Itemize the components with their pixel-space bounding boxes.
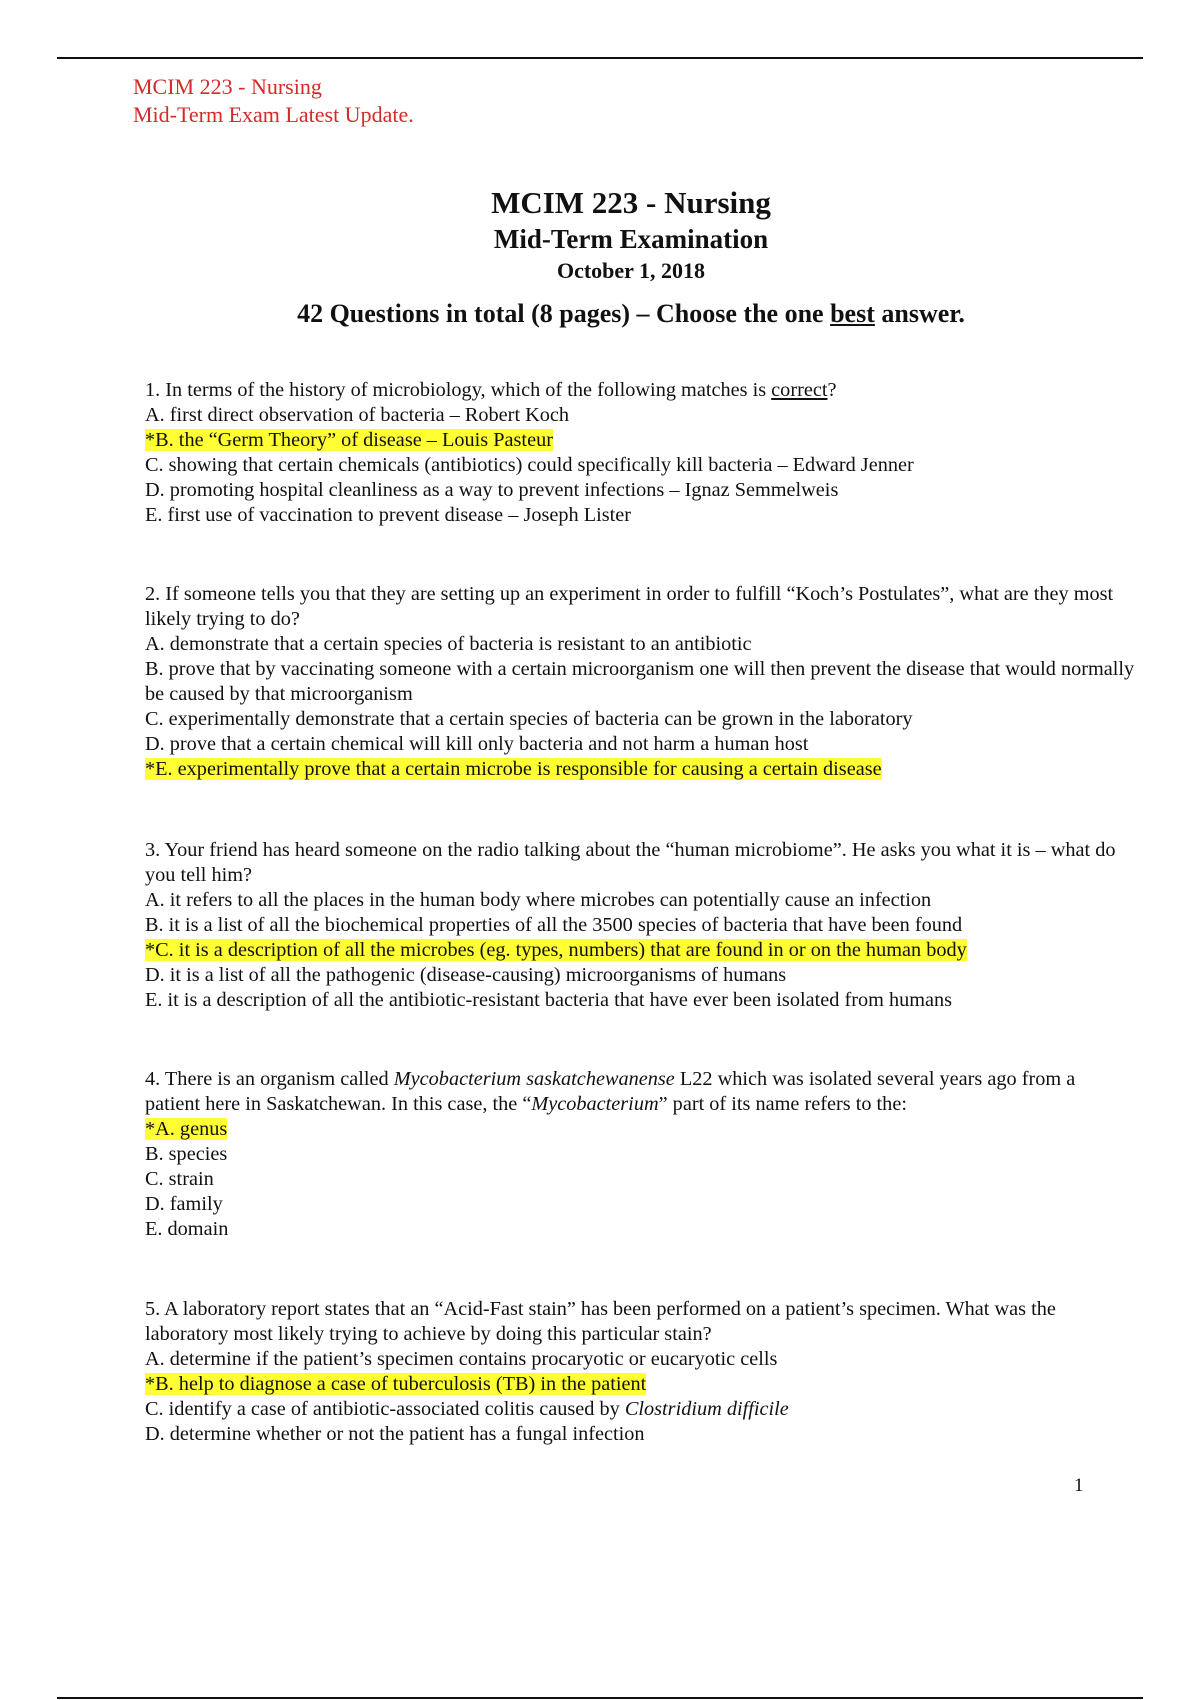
option	[145, 478, 1135, 503]
option-text-highlighted: *B. the “Germ Theory” of disease – Louis Pasteur	[145, 429, 553, 451]
option	[145, 707, 1135, 732]
question-stem: 5. A laboratory report states that an “Acid-Fast stain” has been performed on a patient’s specimen. What was the laboratory most likely trying to achieve by doing this particular stain?	[145, 1298, 1056, 1345]
exam-date: October 1, 2018	[556, 258, 706, 283]
option-text: D. determine whether or not the patient has a fungal infection	[145, 1423, 645, 1445]
option-text: C. strain	[145, 1168, 214, 1190]
option-text: D. it is a list of all the pathogenic (disease-causing) microorganisms of humans	[145, 964, 787, 986]
option	[145, 453, 1135, 478]
stem-text: 4. There is an organism called	[145, 1068, 394, 1090]
option	[145, 1142, 1135, 1167]
stem-text: 1. In terms of the history of microbiology, which of the following matches is	[145, 379, 772, 401]
option-text: D. prove that a certain chemical will kill only bacteria and not harm a human host	[145, 733, 809, 755]
stem-emphasis: correct	[771, 379, 828, 401]
option-text: C. identify a case of antibiotic-associated colitis caused by	[145, 1398, 625, 1420]
instructions-emphasis: best	[830, 299, 875, 328]
option-text-highlighted: *C. it is a description of all the microbes (eg. types, numbers) that are found in or on the human body	[145, 939, 967, 961]
question-stem: 3. Your friend has heard someone on the radio talking about the “human microbiome”. He asks you what it is – what do you tell him?	[145, 839, 1116, 886]
page-number: 1	[1074, 1475, 1084, 1496]
question-5	[145, 1297, 1135, 1447]
question-stem	[145, 1067, 1135, 1117]
option-correct	[145, 1372, 1135, 1397]
option	[145, 888, 1135, 913]
option-text: B. it is a list of all the biochemical properties of all the 3500 species of bacteria that have been found	[145, 914, 963, 936]
genus-name: Mycobacterium	[531, 1093, 659, 1115]
option-text-highlighted: *A. genus	[145, 1118, 228, 1140]
header-note-line2: Mid-Term Exam Latest Update.	[133, 102, 414, 127]
instructions-end: answer.	[874, 299, 965, 328]
option	[145, 1347, 1135, 1372]
option-correct	[145, 938, 1135, 963]
exam-instructions	[0, 298, 1200, 330]
organism-name: Clostridium difficile	[624, 1398, 789, 1420]
exam-title: MCIM 223 - Nursing	[491, 185, 771, 220]
option-text: A. it refers to all the places in the human body where microbes can potentially cause an infection	[145, 889, 932, 911]
stem-end: ?	[827, 379, 837, 401]
question-stem	[145, 378, 1135, 403]
option	[145, 657, 1135, 707]
option	[145, 1217, 1135, 1242]
option-text: D. family	[145, 1193, 223, 1215]
option	[145, 1422, 1135, 1447]
option-text: A. demonstrate that a certain species of bacteria is resistant to an antibiotic	[145, 633, 752, 655]
question-stem: 2. If someone tells you that they are setting up an experiment in order to fulfill “Koch’s Postulates”, what are they most likely trying to do?	[145, 583, 1114, 630]
option-text-highlighted: *B. help to diagnose a case of tuberculosis (TB) in the patient	[145, 1373, 647, 1395]
option-text: C. experimentally demonstrate that a certain species of bacteria can be grown in the laboratory	[145, 708, 913, 730]
option	[145, 403, 1135, 428]
organism-name: Mycobacterium saskatchewanense	[393, 1068, 675, 1090]
option-correct	[145, 428, 1135, 453]
option-correct	[145, 757, 1135, 782]
exam-subtitle: Mid-Term Examination	[493, 224, 769, 254]
header-note	[133, 73, 414, 129]
option	[145, 1167, 1135, 1192]
option-text: B. prove that by vaccinating someone with a certain microorganism one will then prevent the disease that would normally be caused by that microorganism	[145, 658, 1135, 705]
option	[145, 988, 1135, 1013]
option-text: E. domain	[145, 1218, 229, 1240]
option	[145, 732, 1135, 757]
option-text: A. first direct observation of bacteria – Robert Koch	[145, 404, 570, 426]
option	[145, 963, 1135, 988]
option-text-highlighted: *E. experimentally prove that a certain microbe is responsible for causing a certain disease	[145, 758, 882, 780]
header-note-line1: MCIM 223 - Nursing	[133, 74, 322, 99]
option-text: C. showing that certain chemicals (antibiotics) could specifically kill bacteria – Edward Jenner	[145, 454, 914, 476]
instructions-text: 42 Questions in total (8 pages) – Choose the one	[297, 299, 831, 328]
question-2	[145, 582, 1135, 782]
question-1	[145, 378, 1135, 528]
option-text: A. determine if the patient’s specimen contains procaryotic or eucaryotic cells	[145, 1348, 778, 1370]
stem-end: ” part of its name refers to the:	[658, 1093, 907, 1115]
option	[145, 632, 1135, 657]
top-rule	[57, 57, 1143, 59]
option	[145, 913, 1135, 938]
option-text: D. promoting hospital cleanliness as a way to prevent infections – Ignaz Semmelweis	[145, 479, 839, 501]
option	[145, 1192, 1135, 1217]
option	[145, 503, 1135, 528]
bottom-rule	[57, 1697, 1143, 1699]
stem-text: L22 which was isolated several years ago from a patient here in Saskatchewan. In this case, the “	[145, 1068, 1076, 1115]
question-3	[145, 838, 1135, 1013]
option-text: B. species	[145, 1143, 228, 1165]
title-block	[0, 183, 1200, 330]
option-text: E. it is a description of all the antibiotic-resistant bacteria that have ever been isolated from humans	[145, 989, 953, 1011]
question-4	[145, 1067, 1135, 1242]
option-correct	[145, 1117, 1135, 1142]
option-text: E. first use of vaccination to prevent disease – Joseph Lister	[145, 504, 632, 526]
option	[145, 1397, 1135, 1422]
